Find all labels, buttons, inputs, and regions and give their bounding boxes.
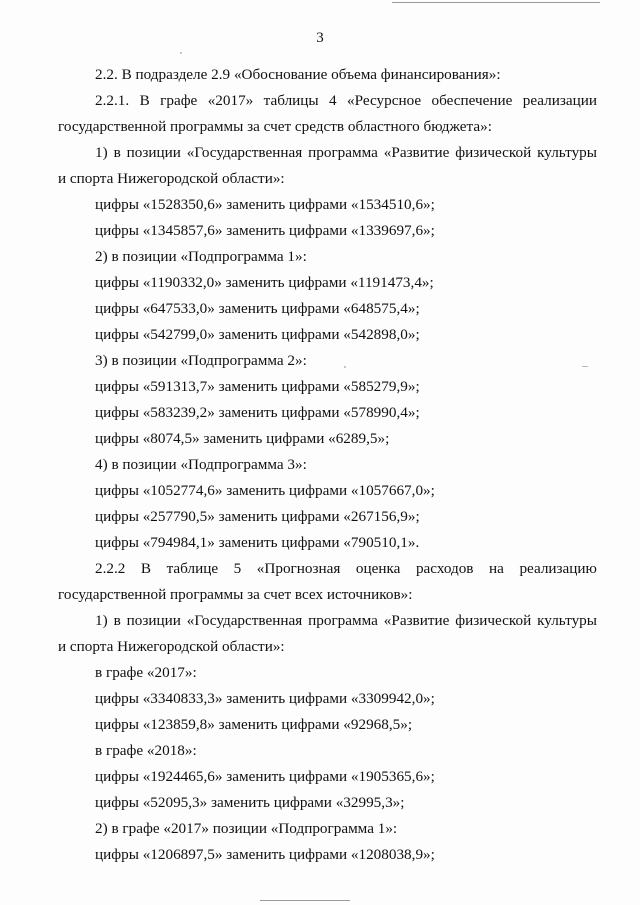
word: в [113, 144, 121, 161]
word: «Государственная [186, 144, 303, 161]
scan-speck [344, 366, 346, 368]
justified-line [95, 92, 597, 110]
justified-line [95, 612, 597, 630]
word: «Развитие [383, 144, 450, 161]
text-line: цифры «1345857,6» заменить цифрами «1339697,6»; [95, 222, 435, 239]
text-line: государственной программы за счет всех источников»: [58, 586, 413, 603]
scan-artifact-top [392, 2, 600, 3]
word: физической [455, 612, 532, 629]
text-line: цифры «1924465,6» заменить цифрами «1905365,6»; [95, 768, 435, 785]
word: 1) [95, 612, 108, 629]
text-line: в графе «2017»: [95, 664, 197, 681]
text-line: цифры «591313,7» заменить цифрами «585279,9»; [95, 378, 420, 395]
text-line: 4) в позиции «Подпрограмма 3»: [95, 456, 307, 473]
word: оценка [355, 560, 401, 577]
text-line: цифры «123859,8» заменить цифрами «92968,5»; [95, 716, 413, 733]
text-line: 2.2. В подразделе 2.9 «Обоснование объема финансирования»: [95, 66, 501, 83]
text-line: 2) в графе «2017» позиции «Подпрограмма 1»: [95, 820, 398, 837]
text-line: цифры «1052774,6» заменить цифрами «1057667,0»; [95, 482, 435, 499]
word: 1) [95, 144, 108, 161]
scan-speck [582, 366, 588, 367]
text-line: цифры «3340833,3» заменить цифрами «3309942,0»; [95, 690, 435, 707]
text-line: 2) в позиции «Подпрограмма 1»: [95, 248, 307, 265]
word: в [113, 612, 121, 629]
word: расходов [415, 560, 474, 577]
text-line: государственной программы за счет средств областного бюджета»: [58, 118, 492, 135]
word: 5 [233, 560, 242, 577]
word: культуры [537, 612, 597, 629]
word: реализации [522, 92, 597, 109]
word: физической [455, 144, 532, 161]
text-line: в графе «2018»: [95, 742, 197, 759]
justified-line [95, 144, 597, 162]
word: обеспечение [431, 92, 513, 109]
word: программа [308, 612, 378, 629]
word: графе [160, 92, 198, 109]
text-line: и спорта Нижегородской области»: [58, 638, 285, 655]
word: на [489, 560, 504, 577]
word: В [140, 560, 152, 577]
word: В [139, 92, 150, 109]
text-line: цифры «257790,5» заменить цифрами «267156,9»; [95, 508, 420, 525]
text-line: цифры «647533,0» заменить цифрами «648575,4»; [95, 300, 420, 317]
text-line: цифры «542799,0» заменить цифрами «542898,0»; [95, 326, 420, 343]
word: «Государственная [186, 612, 303, 629]
scan-speck [180, 52, 182, 54]
word: культуры [537, 144, 597, 161]
text-line: цифры «1190332,0» заменить цифрами «1191473,4»; [95, 274, 434, 291]
word: «Прогнозная [256, 560, 341, 577]
word: таблице [166, 560, 219, 577]
word: 2.2.1. [95, 92, 130, 109]
page-number: 3 [316, 30, 324, 46]
text-line: цифры «1206897,5» заменить цифрами «1208038,9»; [95, 846, 435, 863]
text-line: 3) в позиции «Подпрограмма 2»: [95, 352, 307, 369]
word: 2.2.2 [95, 560, 126, 577]
text-line: цифры «52095,3» заменить цифрами «32995,3»; [95, 794, 405, 811]
scan-artifact-bottom [260, 900, 350, 901]
text-line: цифры «8074,5» заменить цифрами «6289,5»; [95, 430, 390, 447]
text-line: цифры «1528350,6» заменить цифрами «1534510,6»; [95, 196, 435, 213]
justified-line [95, 560, 597, 578]
word: таблицы [263, 92, 319, 109]
word: «Ресурсное [347, 92, 422, 109]
text-line: и спорта Нижегородской области»: [58, 170, 285, 187]
word: программа [308, 144, 378, 161]
word: «2017» [207, 92, 254, 109]
word: позиции [126, 612, 181, 629]
word: «Развитие [383, 612, 450, 629]
word: 4 [329, 92, 337, 109]
word: позиции [126, 144, 181, 161]
word: реализацию [519, 560, 597, 577]
text-line: цифры «583239,2» заменить цифрами «578990,4»; [95, 404, 420, 421]
text-line: цифры «794984,1» заменить цифрами «790510,1». [95, 534, 420, 551]
